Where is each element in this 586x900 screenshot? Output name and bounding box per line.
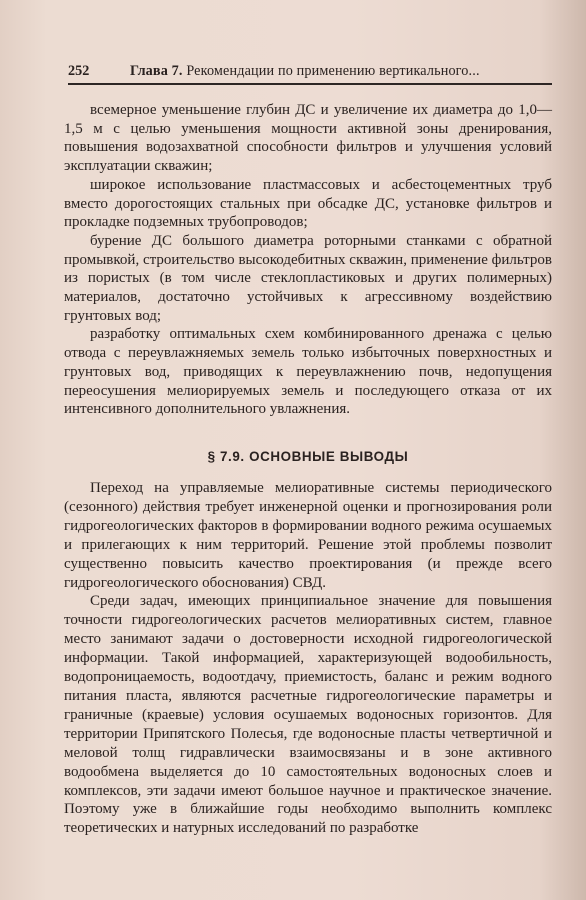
running-head — [68, 62, 550, 80]
section-paragraph: Переход на управляемые мелиоративные системы периодического (сезонного) действия требует инженерной оценки и прогнозирования роли гидрогеологических факторов в формировании водного режима осушаемых и прилегающих к ним территорий. Решение этой проблемы позволит существенно повысить качество проектирования (и прежде всего гидрогеологического обоснования) СВД. — [64, 480, 552, 591]
chapter-name: Рекомендации по применению вертикального... — [186, 63, 480, 79]
section-heading: § 7.9. ОСНОВНЫЕ ВЫВОДЫ — [207, 449, 409, 464]
list-paragraph: всемерное уменьшение глубин ДС и увеличение их диаметра до 1,0—1,5 м с целью уменьшения мощности активной зоны дренирования, повышения водозахватной способности фильтров и улучшения условий эксплуатации скважин; — [64, 102, 552, 175]
page-number: 252 — [68, 63, 90, 79]
chapter-title — [130, 62, 480, 80]
list-paragraph: разработку оптимальных схем комбинированного дренажа с целью отвода с переувлажняемых земель только избыточных поверхностных и грунтовых вод, приводящих к переувлажнению почв, недопущения переосушения мелиорируемых земель и последующего отказа от их интенсивного дополнительного увлажнения. — [64, 326, 552, 418]
section-text — [64, 479, 552, 838]
list-paragraph: бурение ДС большого диаметра роторными станками с обратной промывкой, строительство высокодебитных скважин, применение фильтров из пористых (в том числе стеклопластиковых и других полимерных) материалов, достаточно устойчивых к агрессивному воздействию грунтовых вод; — [64, 232, 552, 324]
section-paragraph: Среди задач, имеющих принципиальное значение для повышения точности гидрогеологических расчетов мелиоративных систем, главное место занимают задачи о достоверности исходной гидрогеологической информации. Такой информацией, характеризующей водообильность, водопроницаемость, водоотдачу, приемистость, баланс и режим водного питания пласта, являются расчетные гидрогеологические параметры и граничные (краевые) условия осушаемых водоносных горизонтов. Для территории Припятского Полесья, где водоносные пласты четвертичной и меловой толщ гидравлически взаимосвязаны и в зоне активного водообмена выделяется до 10 самостоятельных водоносных слоев и комплексов, эти задачи имеют большое научное и практическое значение. Поэтому уже в ближайшие годы необходимо выполнить комплекс теоретических и натурных исследований по разработке — [64, 593, 552, 837]
header-rule — [68, 83, 552, 85]
list-text — [64, 101, 552, 419]
list-paragraph: широкое использование пластмассовых и асбестоцементных труб вместо дорогостоящих стальных при обсадке ДС, установке фильтров и прокладке подземных трубопроводов; — [64, 176, 552, 231]
chapter-label: Глава 7. — [130, 63, 183, 79]
